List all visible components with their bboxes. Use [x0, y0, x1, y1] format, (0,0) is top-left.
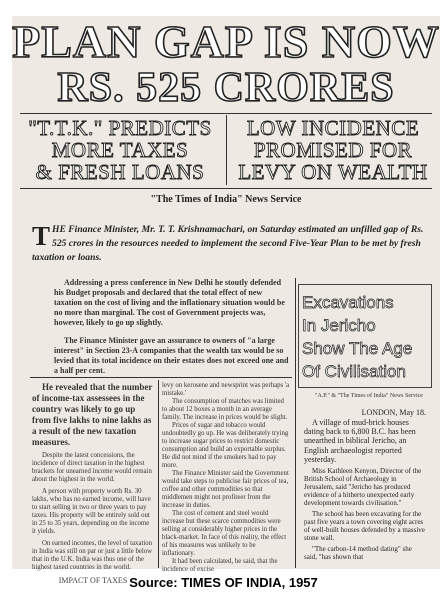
headline-line-2: RS. 525 CRORES	[57, 65, 395, 111]
sidebar-paragraph: "The carbon-14 method dating" she said, "has shown that	[304, 545, 412, 562]
source-caption: Source: TIMES OF INDIA, 1957	[129, 575, 318, 590]
subhead-right-line: PROMISED FOR	[253, 138, 413, 162]
main-paragraph: Addressing a press conference in New Delhi he stoutly defended his Budget proposals and declared that the total effect of new taxation on the cost of living and the inflationary situation would be no more than marginal. The cost of Government projects was, however, likely to go up slightly.	[54, 278, 285, 327]
col2-paragraph: The Finance Minister said the Government would take steps to publicise fair prices of tea, coffee and other commodities so that middlemen might not profiteer from the increase in duties.	[162, 470, 289, 509]
col1-paragraph: Despite the latest concessions, the incidence of direct taxation in the highest brackets for unearned income would remain about the highest in the world.	[32, 452, 152, 483]
subhead-left-line: "T.T.K." PREDICTS	[28, 116, 212, 140]
sidebar-paragraph: The school has been excavating for the past five years a town covering eight acres of well-built houses defended by a massive stone wall.	[304, 510, 425, 543]
sidebar-paragraph: Miss Kathleen Kenyon, Director of the British School of Archaeology in Jerusalem, said "Jericho has produced evidence of a hitherto unexpected early development towards civilisation."	[304, 467, 422, 508]
sidebar-heading-line: In Jericho	[302, 316, 376, 335]
col2-paragraph: It had been calculated, he said, that the incidence of excise	[162, 558, 278, 573]
col2-paragraph: The cost of cement and steel would increase but these scarce commodities were selling at considerably higher prices in the black-market. In face of this reality, the effect of his measures was unlikely to be inflationary.	[162, 510, 287, 557]
headline-line-1: PLAN GAP IS NOW	[12, 16, 440, 67]
col2-paragraph: The consumption of matches was limited to about 12 boxes a month in an average family. The increase in prices would be slight.	[162, 398, 288, 421]
subhead-right-line: LEVY ON WEALTH	[238, 160, 428, 184]
drop-cap: T	[32, 221, 51, 251]
sidebar-paragraph: A village of mud-brick houses dating back to 6,800 B.C. has been unearthed in biblical Jericho, an English archaeologist reported yesterday.	[304, 418, 416, 464]
column-1	[32, 382, 154, 572]
col2-paragraph: Prices of sugar and tobacco would undoubtedly go up. He was deliberately trying to increase sugar prices to restrict domestic consumption and build an exportable surplus. He did not mind if the smokers had to pay more.	[162, 422, 289, 469]
main-body	[54, 278, 292, 376]
sidebar-heading-line: Show The Age	[302, 339, 413, 358]
col2-paragraph: levy on kerosene and newsprint was perhaps 'a mistake.'	[162, 382, 290, 397]
column-divider	[158, 380, 159, 568]
lede-paragraph	[32, 223, 424, 265]
lede-text: HE Finance Minister, Mr. T. T. Krishnamachari, on Saturday estimated an unfilled gap of Rs. 525 crores in the resources needed to implement the second Five-Year Plan to be met by fresh taxation or loans.	[32, 224, 424, 263]
sidebar-heading	[302, 291, 428, 383]
sidebar-dateline: LONDON, May 18.	[361, 408, 426, 417]
col1-paragraph: On earned incomes, the level of taxation in India was still on par or just a little below that in the U.K. India was thus one of the highest taxed countries in the world.	[32, 540, 153, 571]
subhead-impact-of-taxes: IMPACT OF TAXES	[58, 576, 128, 585]
subhead-left	[18, 117, 222, 183]
sidebar-heading-line: Of Civilisation	[302, 362, 406, 381]
sidebar-divider	[295, 278, 296, 568]
headline-rule	[20, 113, 432, 114]
sidebar-heading-line: Excavations	[302, 293, 394, 312]
subhead-left-line: MORE TAXES	[51, 138, 189, 162]
column-rule	[30, 377, 292, 378]
col1-paragraph: He revealed that the number of income-tax assessees in the country was likely to go up from five lakhs to nine lakhs as a result of the new taxation measures.	[32, 382, 153, 447]
main-paragraph: The Finance Minister gave an assurance to owners of "a large interest" in Section 23-A companies that the wealth tax would be so levied that its total incidence on their estates does not exceed one and a half per cent.	[54, 336, 289, 375]
sidebar-body	[304, 418, 426, 561]
subhead-right-line: LOW INCIDENCE	[246, 116, 420, 140]
subhead-left-line: & FRESH LOANS	[35, 160, 205, 184]
subhead-divider	[226, 115, 227, 185]
news-service-credit: "The Times of India" News Service	[150, 194, 302, 205]
column-2	[162, 382, 290, 574]
col1-paragraph: A person with property worth Rs. 30 lakhs, who has no earned income, will have to start selling in two or three years to pay taxes. His property will be entirely sold out in 25 to 35 years, depending on the income it yields.	[32, 488, 151, 535]
sidebar-byline: "A.P." & "The Times of India" News Service	[315, 393, 423, 399]
subhead-rule	[20, 188, 432, 189]
subhead-right	[230, 117, 436, 183]
